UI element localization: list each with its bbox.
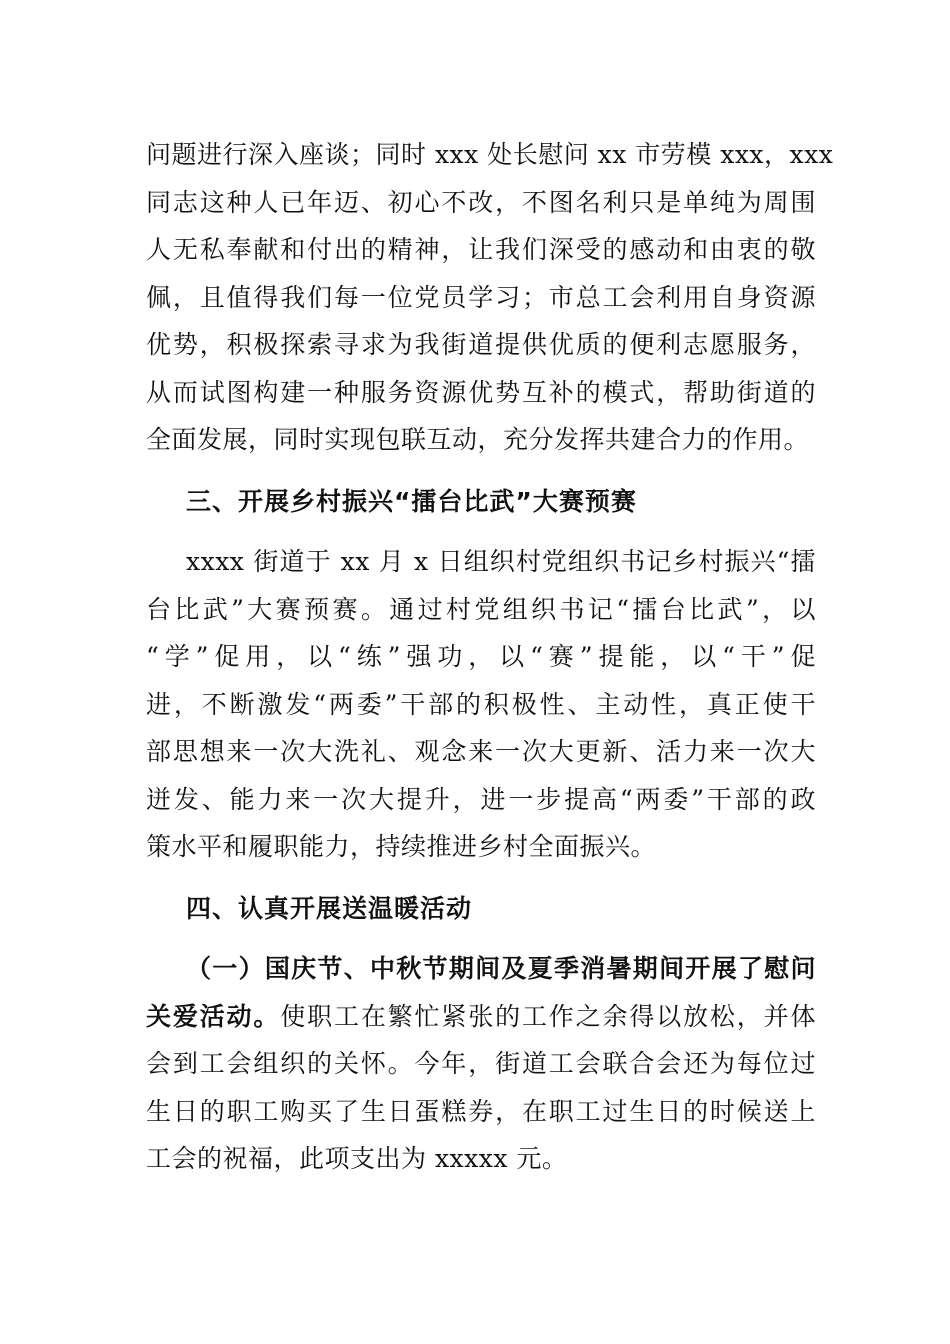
subheading-line: （一）国庆节、中秋节期间及夏季消暑期间开展了慰问 [186, 954, 816, 983]
paragraph-line: 同志这种人已年迈、初心不改，不图名利只是单纯为周围 [146, 187, 816, 217]
paragraph-line: 优势，积极探索寻求为我街道提供优质的便利志愿服务， [146, 330, 816, 359]
section-heading-3: 三、开展乡村振兴“擂台比武”大赛预赛 [186, 487, 637, 516]
paragraph-section-4 [146, 945, 816, 1183]
paragraph-line: 会到工会组织的关怀。今年，街道工会联合会还为每位过 [146, 1049, 816, 1078]
paragraph-line: 部思想来一次大洗礼、观念来一次大更新、活力来一次大 [146, 737, 816, 766]
paragraph-text: 使职工在繁忙紧张的工作之余得以放松，并体 [280, 1001, 816, 1031]
paragraph-line: 问题进行深入座谈；同时 xxx 处长慰问 xx 市劳模 xxx，xxx [146, 140, 834, 169]
paragraph-section-3 [146, 538, 816, 871]
paragraph-line: 生日的职工购买了生日蛋糕券，在职工过生日的时候送上 [146, 1096, 816, 1126]
paragraph-line: 从而试图构建一种服务资源优势互补的模式，帮助街道的 [146, 377, 816, 407]
paragraph-line: “学”促用，以“练”强功，以“赛”提能，以“干”促 [146, 642, 816, 671]
paragraph-line: 佩，且值得我们每一位党员学习；市总工会利用自身资源 [146, 282, 816, 312]
section-heading-4: 四、认真开展送温暖活动 [186, 894, 473, 923]
paragraph-line [146, 993, 816, 1041]
paragraph-line: 人无私奉献和付出的精神，让我们深受的感动和由衷的敬 [146, 235, 816, 264]
paragraph-line: 策水平和履职能力，持续推进乡村全面振兴。 [146, 832, 657, 861]
paragraph-line: 迸发、能力来一次大提升，进一步提高“两委”干部的政 [146, 784, 816, 814]
paragraph-continuation [146, 131, 834, 464]
paragraph-line: 台比武”大赛预赛。通过村党组织书记“擂台比武”，以 [146, 594, 816, 624]
subheading-tail: 关爱活动。 [146, 1001, 281, 1031]
paragraph-line: 进，不断激发“两委”干部的积极性、主动性，真正使干 [146, 689, 816, 719]
paragraph-line: 工会的祝福，此项支出为 xxxxx 元。 [146, 1144, 568, 1173]
paragraph-line: xxxx 街道于 xx 月 x 日组织村党组织书记乡村振兴“擂 [186, 547, 816, 576]
paragraph-line: 全面发展，同时实现包联互动，充分发挥共建合力的作用。 [146, 425, 810, 454]
